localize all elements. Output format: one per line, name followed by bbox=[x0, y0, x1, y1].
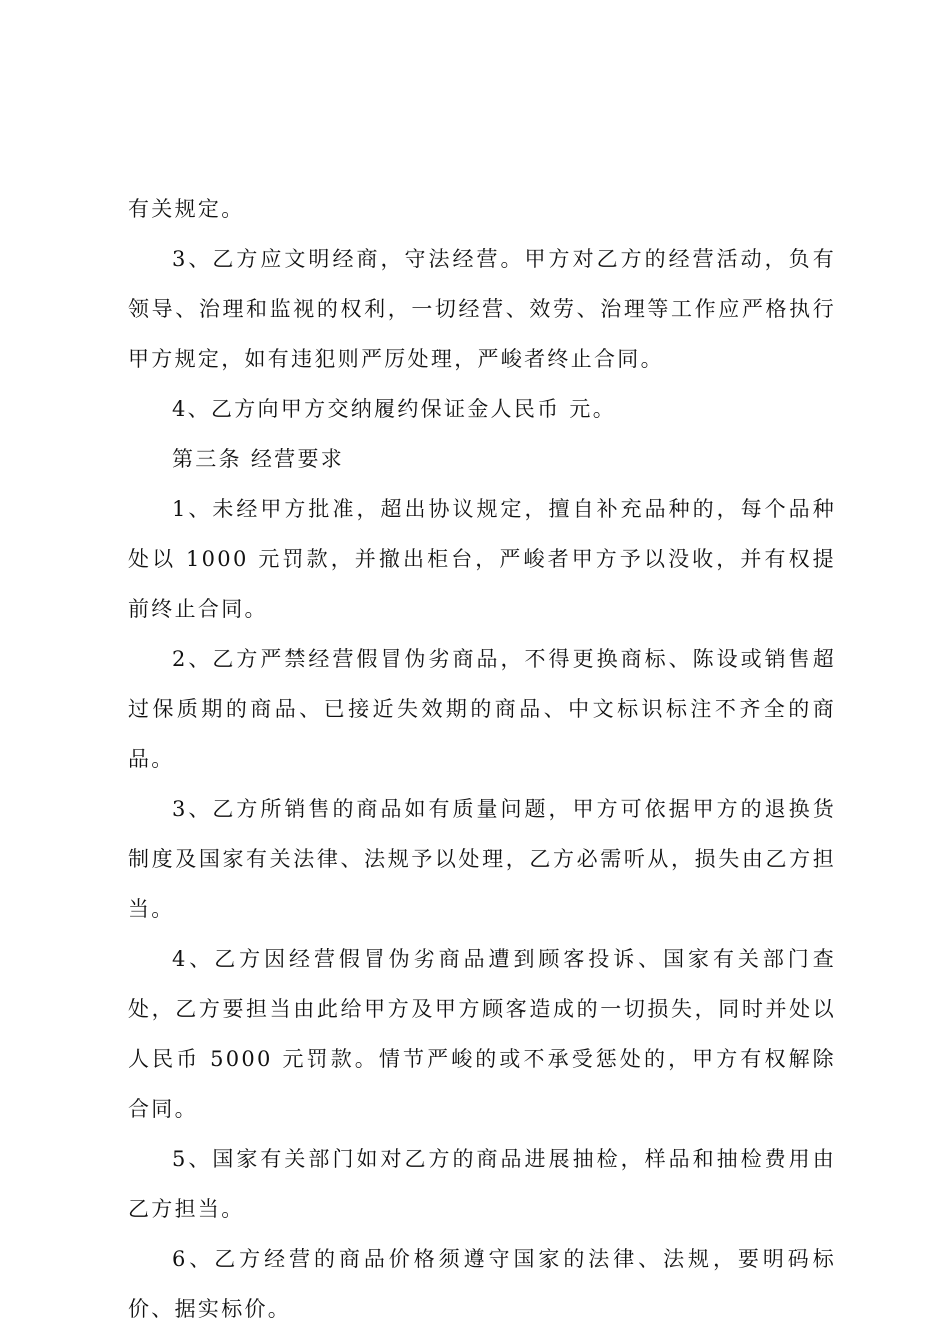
requirement-5: 5、国家有关部门如对乙方的商品进展抽检，样品和抽检费用由乙方担当。 bbox=[128, 1147, 836, 1221]
requirement-4: 4、乙方因经营假冒伪劣商品遭到顾客投诉、国家有关部门查处，乙方要担当由此给甲方及甲方顾客造成的一切损失，同时并处以人民币 5000 元罚款。情节严峻的或不承受惩处的，甲方有权解除合同。 bbox=[128, 947, 836, 1121]
clause-4-deposit: 4、乙方向甲方交纳履约保证金人民币 元。 bbox=[172, 397, 617, 421]
document-body bbox=[128, 184, 836, 1334]
requirement-3: 3、乙方所销售的商品如有质量问题，甲方可依据甲方的退换货制度及国家有关法律、法规予以处理，乙方必需听从，损失由乙方担当。 bbox=[128, 797, 836, 921]
paragraph-continuation: 有关规定。 bbox=[128, 197, 245, 221]
requirement-6: 6、乙方经营的商品价格须遵守国家的法律、法规，要明码标价、据实标价。 bbox=[128, 1247, 836, 1321]
requirement-2: 2、乙方严禁经营假冒伪劣商品，不得更换商标、陈设或销售超过保质期的商品、已接近失效期的商品、中文标识标注不齐全的商品。 bbox=[128, 647, 836, 771]
article-3-heading: 第三条 经营要求 bbox=[172, 447, 345, 471]
clause-3-conduct: 3、乙方应文明经商，守法经营。甲方对乙方的经营活动，负有领导、治理和监视的权利，一切经营、效劳、治理等工作应严格执行甲方规定，如有违犯则严厉处理，严峻者终止合同。 bbox=[128, 247, 836, 371]
requirement-1: 1、未经甲方批准，超出协议规定，擅自补充品种的，每个品种处以 1000 元罚款，并撤出柜台，严峻者甲方予以没收，并有权提前终止合同。 bbox=[128, 497, 836, 621]
